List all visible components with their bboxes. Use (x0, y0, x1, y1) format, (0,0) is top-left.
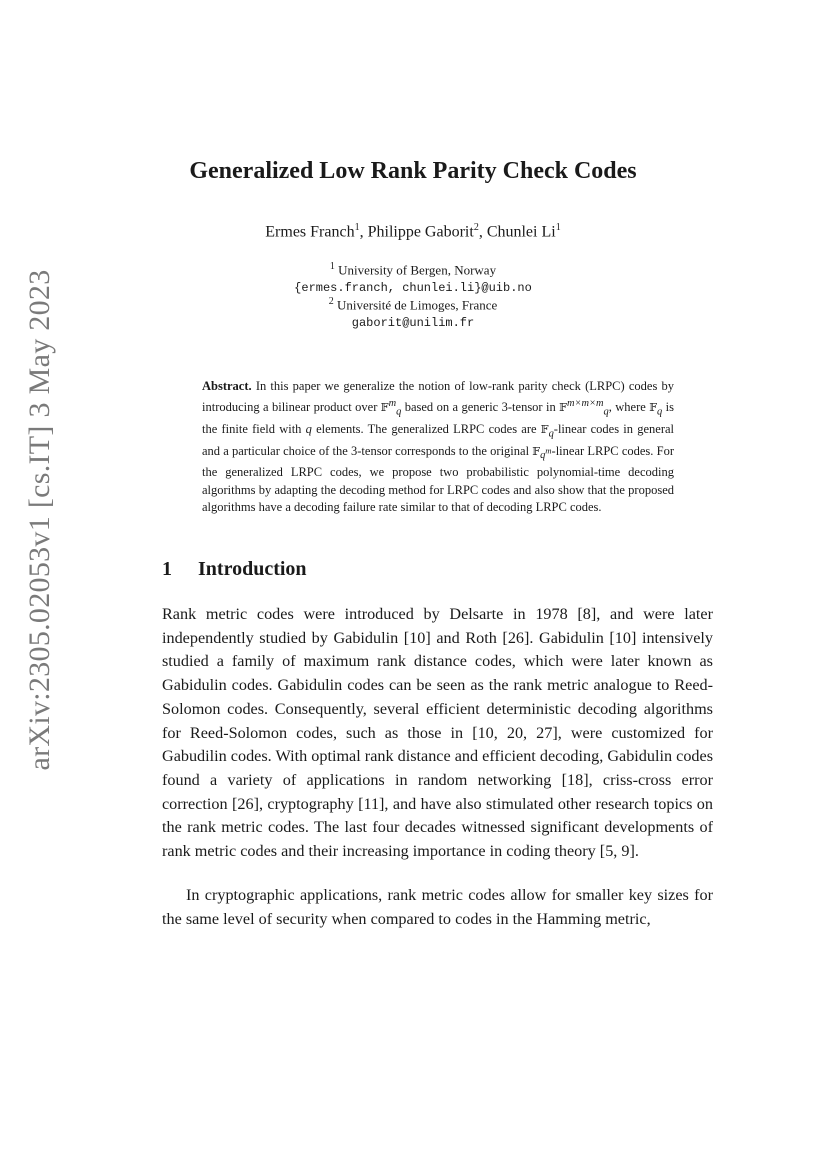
author-name: Chunlei Li (486, 223, 556, 241)
paper-title: Generalized Low Rank Parity Check Codes (189, 158, 637, 184)
affiliation-1 (0, 258, 826, 297)
affil-name: University of Bergen, Norway (338, 262, 497, 278)
author-list (0, 222, 826, 241)
abstract-text: -linear LRPC codes. For the generalized LRPC codes, we propose two probabilistic polynomial-time decoding algorithms by adapting the decoding method for LRPC codes and also show that the proposed algorithms have a decoding failure rate similar to that of decoding LRPC codes. (202, 443, 674, 514)
affil-mark: 1 (329, 261, 335, 272)
math-sup: m (388, 398, 397, 410)
author-separator: , (478, 223, 487, 241)
author-affil-mark: 1 (555, 222, 561, 233)
abstract-label: Abstract. (202, 379, 252, 393)
math-field: 𝔽 (540, 423, 549, 437)
author-separator: , (359, 223, 368, 241)
math-field: 𝔽 (380, 401, 389, 415)
author-affil-mark: 1 (354, 222, 360, 233)
arxiv-identifier: arXiv:2305.02053v1 [cs.IT] 3 May 2023 (23, 269, 56, 771)
abstract-text: elements. The generalized LRPC codes are (311, 422, 541, 437)
section-title: Introduction (198, 558, 307, 580)
affil-mark: 2 (328, 296, 334, 307)
abstract-text: In this paper we generalize the notion of low-rank parity check (LRPC) codes by introducing a bilinear product over (202, 379, 674, 415)
math-field: 𝔽 (532, 444, 541, 458)
section-heading (162, 558, 307, 581)
abstract (202, 378, 674, 516)
math-sub: q (540, 450, 546, 462)
math-sub: q (657, 406, 663, 418)
body-paragraph: In cryptographic applications, rank metric codes allow for smaller key sizes for the same level of security when compared to codes in the Hamming metric, (162, 886, 713, 928)
affil-name: Université de Limoges, France (336, 297, 498, 313)
abstract-text: based on a generic 3-tensor in (401, 400, 560, 415)
abstract-text: , where (608, 400, 650, 415)
math-sub: q (396, 406, 402, 418)
author-affil-mark: 2 (473, 222, 479, 233)
math-sub: q (603, 406, 609, 418)
math-sub: q (548, 428, 554, 440)
abstract-text: -linear codes in general and a particular choice of the 3-tensor corresponds to the original (202, 422, 675, 458)
math-var: q (305, 422, 312, 437)
section-number: 1 (162, 558, 172, 580)
math-sup: m×m×m (566, 398, 604, 410)
author-name: Ermes Franch (265, 223, 355, 241)
affiliation-2 (0, 293, 826, 332)
affil-email[interactable]: {ermes.franch, chunlei.li}@uib.no (294, 281, 532, 296)
affil-email[interactable]: gaborit@unilim.fr (351, 316, 475, 331)
abstract-text: is the finite field with (202, 400, 674, 437)
math-field: 𝔽 (559, 401, 567, 415)
math-field: 𝔽 (649, 401, 658, 415)
math-sup: m (545, 445, 552, 456)
body-paragraph: Rank metric codes were introduced by Delsarte in 1978 [8], and were later independently studied by Gabidulin [10] and Roth [26]. Gabidulin [10] intensively studied a family of maximum rank distance codes, which were later known as Gabidulin codes. Gabidulin codes can be seen as the rank metric analogue to Reed-Solomon codes. Consequently, several efficient deterministic decoding algorithms for Reed-Solomon codes, such as those in [10, 20, 27], were customized for Gabudilin codes. With optimal rank distance and efficient decoding, Gabidulin codes found a variety of applications in random networking [18], criss-cross error correction [26], cryptography [11], and have also stimulated other research topics on the rank metric codes. The last four decades witnessed significant developments of rank metric codes and their increasing importance in coding theory [5, 9]. (162, 605, 713, 861)
author-name: Philippe Gaborit (367, 223, 474, 241)
